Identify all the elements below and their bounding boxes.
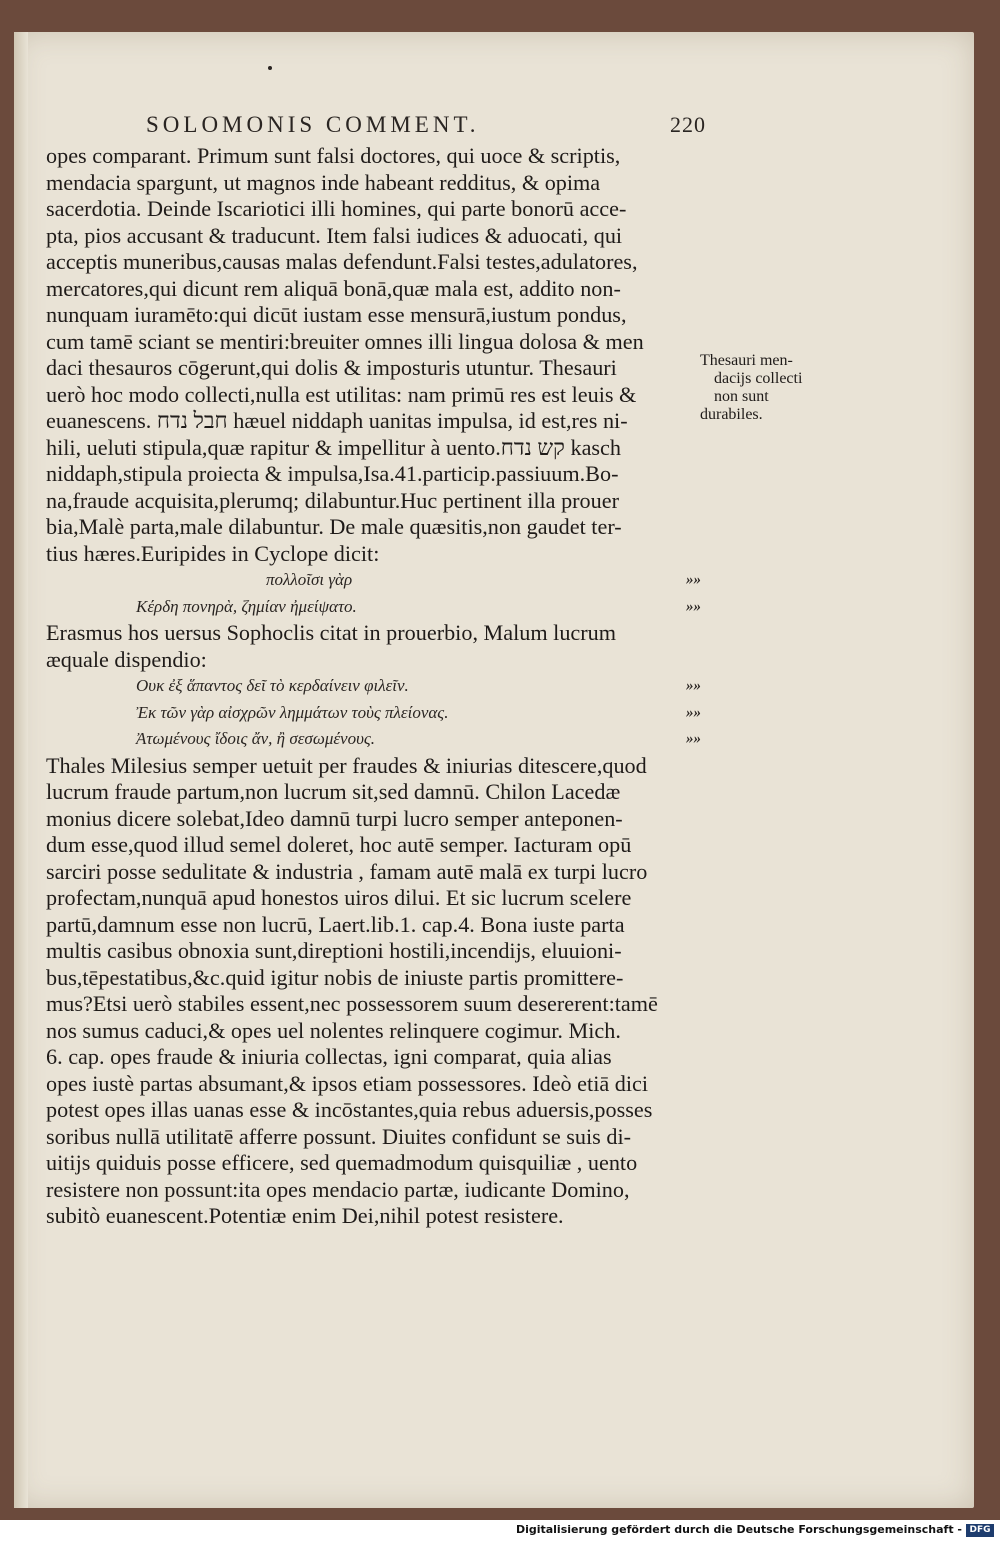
text-line: multis casibus obnoxia sunt,direptioni hostili,incendijs, eluuioni- <box>46 938 622 963</box>
text-line: nunquam iuramēto:qui dicūt iustam esse mensurā,iustum pondus, <box>46 302 627 327</box>
text-line: monius dicere solebat,Ideo damnū turpi lucro semper anteponen- <box>46 805 623 831</box>
text-line: mendacia spargunt, ut magnos inde habeant redditus, & opima <box>46 169 601 195</box>
dfg-logo: DFG <box>966 1524 994 1537</box>
text-line: nos sumus caduci,& opes uel nolentes relinquere cogimur. Mich. <box>46 1017 621 1043</box>
greek-verse-text: Ουκ ἐξ ἅπαντος δεῖ τὸ κερδαίνειν φιλεῖν. <box>136 676 409 695</box>
greek-verse-text: Ἀτωμένους ἴδοις ἄν, ἢ σεσωμένους. <box>136 729 376 748</box>
margin-note <box>700 352 820 424</box>
text-line: na,fraude acquisita,plerumq; dilabuntur.Huc pertinent illa prouer <box>46 487 619 513</box>
text-line: subitò euanescent.Potentiæ enim Dei,nihil potest resistere. <box>46 1203 564 1228</box>
greek-verse-line <box>46 700 706 727</box>
text-line: lucrum fraude partum,non lucrum sit,sed damnū. Chilon Lacedæ <box>46 779 621 804</box>
quotation-mark: »» <box>686 731 701 747</box>
margin-note-line: Thesauri men- <box>700 352 793 369</box>
greek-verse-text: πολλοῖσι γὰρ <box>266 570 353 589</box>
text-line: Erasmus hos uersus Sophoclis citat in prouerbio, Malum lucrum <box>46 620 617 645</box>
ink-speck <box>268 66 272 70</box>
greek-verse-line <box>46 594 706 621</box>
text-line: sarciri posse sedulitate & industria , famam autē malā ex turpi lucro <box>46 858 648 884</box>
text-line: Thales Milesius semper uetuit per fraudes & iniurias ditescere,quod <box>46 752 647 778</box>
text-line: euanescens. חבל נדח hæuel niddaph uanitas impulsa, id est,res ni- <box>46 408 628 433</box>
text-line: cum tamē sciant se mentiri:breuiter omnes illi lingua dolosa & men <box>46 328 644 354</box>
greek-verse-line <box>46 726 706 753</box>
text-line: hili, ueluti stipula,quæ rapitur & impellitur à uento.קש נדח kasch <box>46 434 622 460</box>
text-line: potest opes illas uanas esse & incōstantes,quia rebus aduersis,posses <box>46 1097 653 1122</box>
greek-verse-line <box>46 567 706 594</box>
text-line: sacerdotia. Deinde Iscariotici illi homines, qui parte bonorū acce- <box>46 196 627 221</box>
text-line: soribus nullā utilitatē afferre possunt. Diuites confidunt se suis di- <box>46 1123 632 1149</box>
text-line: opes comparant. Primum sunt falsi doctores, qui uoce & scriptis, <box>46 143 621 168</box>
main-text <box>46 143 706 1230</box>
page-gutter <box>14 32 28 1508</box>
running-title: SOLOMONIS COMMENT. <box>146 112 480 137</box>
text-line: dum esse,quod illud semel doleret, hoc autē semper. Iacturam opū <box>46 832 632 857</box>
quotation-mark: »» <box>686 678 701 694</box>
margin-note-line: dacijs collecti <box>714 370 803 387</box>
text-line: tius hæres.Euripides in Cyclope dicit: <box>46 540 380 566</box>
folio-number: 220 <box>670 112 706 137</box>
text-line: mus?Etsi uerò stabiles essent,nec possessorem suum desererent:tamē <box>46 991 658 1016</box>
text-line: 6. cap. opes fraude & iniuria collectas, igni comparat, quia alias <box>46 1044 612 1069</box>
text-line: opes iustè partas absumant,& ipsos etiam possessores. Ideò etiā dici <box>46 1070 649 1096</box>
quotation-mark: »» <box>686 572 701 588</box>
text-line: mercatores,qui dicunt rem aliquā bonā,quæ mala est, addito non- <box>46 275 621 301</box>
margin-note-line: non sunt <box>714 388 769 405</box>
quotation-mark: »» <box>686 704 701 721</box>
margin-note-line: durabiles. <box>700 406 763 423</box>
text-line: daci thesauros cōgerunt,qui dolis & imposturis utuntur. Thesauri <box>46 355 617 380</box>
text-line: partū,damnum esse non lucrū, Laert.lib.1. cap.4. Bona iuste parta <box>46 911 625 937</box>
digitization-credit: Digitalisierung gefördert durch die Deutsche Forschungsgemeinschaft - <box>515 1523 962 1536</box>
text-line: uerò hoc modo collecti,nulla est utilitas: nam primū res est leuis & <box>46 381 637 407</box>
text-line: bia,Malè parta,male dilabuntur. De male quæsitis,non gaudet ter- <box>46 514 622 539</box>
text-line: resistere non possunt:ita opes mendacio partæ, iudicante Domino, <box>46 1176 630 1202</box>
text-line: pta, pios accusant & traducunt. Item falsi iudices & aduocati, qui <box>46 222 623 248</box>
text-line: profectam,nunquā apud honestos uiros dilui. Et sic lucrum scelere <box>46 885 632 910</box>
text-line: uitijs quiduis posse efficere, sed quemadmodum quisquiliæ , uento <box>46 1150 638 1175</box>
text-line: bus,tēpestatibus,&c.quid igitur nobis de iniuste partis promittere- <box>46 964 624 990</box>
text-line: acceptis muneribus,causas malas defendunt.Falsi testes,adulatores, <box>46 249 638 274</box>
greek-verse-text: Κέρδη πονηρὰ, ζημίαν ἠμείψατο. <box>136 596 357 616</box>
greek-verse-text: Ἐκ τῶν γὰρ αἰσχρῶν λημμάτων τοὺς πλείονας. <box>136 702 449 722</box>
quotation-mark: »» <box>686 598 701 615</box>
page-header <box>146 112 706 142</box>
text-line: niddaph,stipula proiecta & impulsa,Isa.41.particip.passiuum.Bo- <box>46 461 619 486</box>
text-line: æquale dispendio: <box>46 646 207 672</box>
greek-verse-line <box>46 673 706 700</box>
